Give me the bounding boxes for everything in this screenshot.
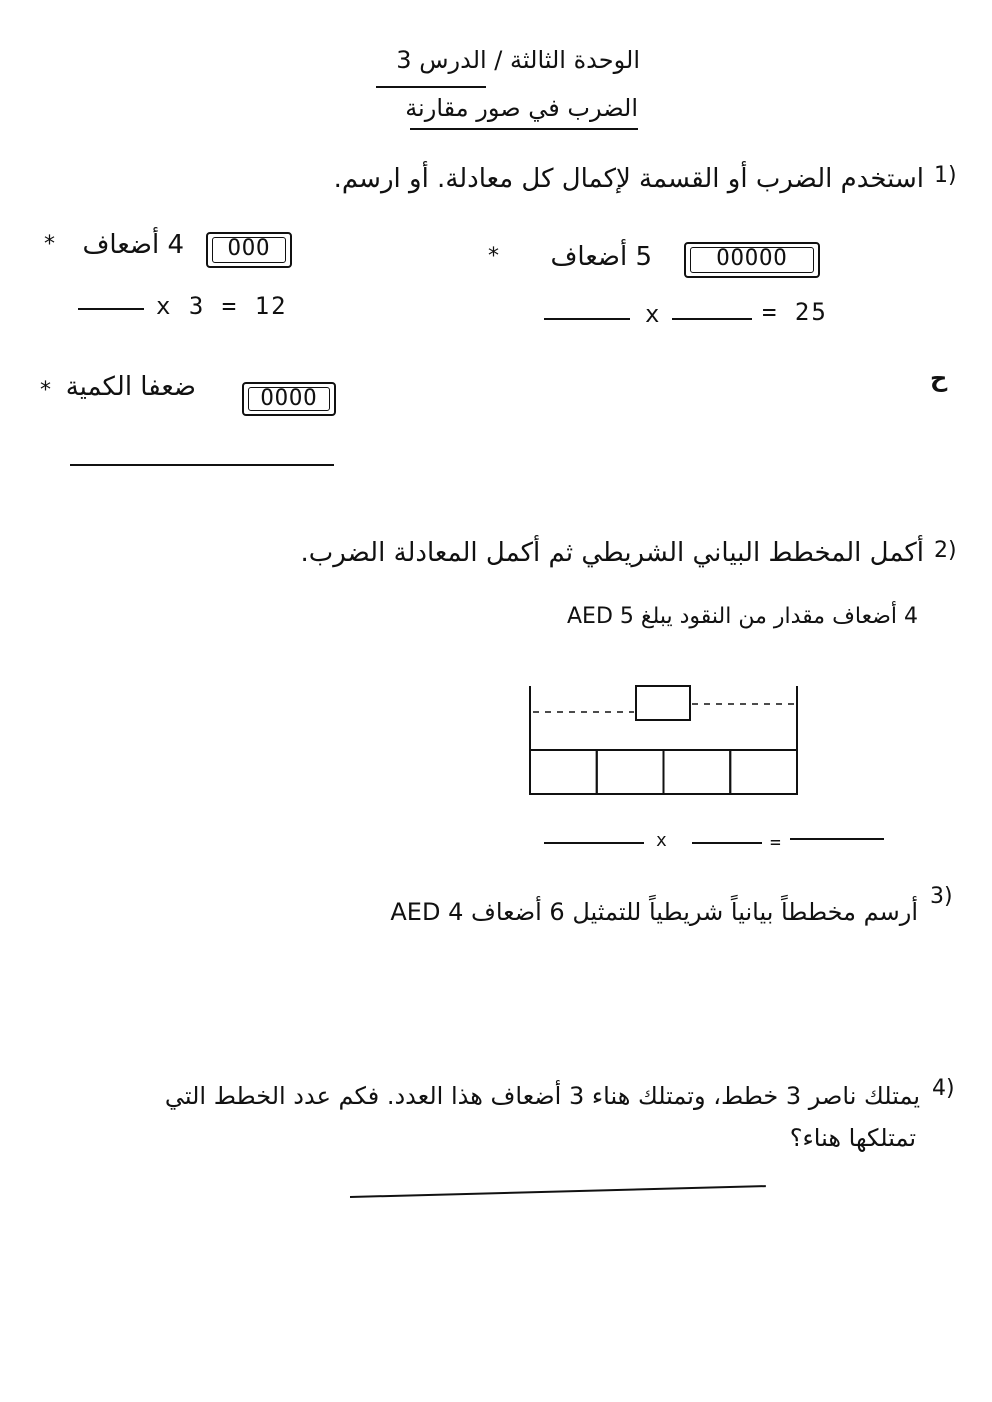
q1a-star: *	[44, 232, 55, 257]
q4-line1: يمتلك ناصر 3 خطط، وتمتلك هناء 3 أضعاف هذا العدد. فكم عدد الخطط التي	[164, 1082, 920, 1110]
q4-line2: تمتلكها هناء؟	[789, 1124, 916, 1152]
q2-product-blank[interactable]	[790, 838, 884, 840]
bar-segment	[597, 750, 664, 794]
bar-segment	[664, 750, 731, 794]
teacher-mark: ح	[930, 364, 948, 392]
q1a-equation: x 3 = 12	[156, 292, 288, 320]
bar-segment	[530, 750, 597, 794]
bar-total-answer-box	[636, 686, 690, 720]
q1a-label: 4 أضعاف	[82, 230, 184, 260]
q2-times: x	[656, 830, 669, 851]
q1-number: 1)	[934, 163, 957, 188]
q2-number: 2)	[934, 538, 957, 563]
q4-number: 4)	[932, 1076, 955, 1101]
q1b-label: 5 أضعاف	[550, 242, 652, 272]
q2-factor1-blank[interactable]	[544, 842, 644, 844]
q2-equals: =	[770, 832, 783, 853]
q1c-star: *	[40, 378, 51, 403]
lesson-title: الضرب في صور مقارنة	[405, 94, 638, 122]
q1-instruction: استخدم الضرب أو القسمة لإكمال كل معادلة. أو ارسم.	[333, 164, 924, 194]
q2-statement: 4 أضعاف مقدار من النقود يبلغ AED 5	[567, 604, 918, 629]
q1b-times: x	[645, 300, 662, 328]
unit-lesson-title: الوحدة الثالثة / الدرس 3	[396, 46, 640, 74]
q2-instruction: أكمل المخطط البياني الشريطي ثم أكمل المعادلة الضرب.	[300, 538, 924, 568]
q1c-label: ضعفا الكمية	[65, 372, 196, 402]
q1c-counters: OOOO	[248, 387, 330, 411]
q1b-counters: OOOOO	[690, 247, 814, 273]
q3-instruction: أرسم مخططاً بيانياً شريطياً للتمثيل 6 أضعاف AED 4	[390, 898, 918, 926]
q2-factor2-blank[interactable]	[692, 842, 762, 844]
q1b-equals: = 25	[762, 298, 828, 326]
q1b-star: *	[488, 244, 499, 269]
bar-segment	[730, 750, 797, 794]
q1a-counters: OOO	[212, 237, 286, 263]
q3-number: 3)	[930, 884, 953, 909]
